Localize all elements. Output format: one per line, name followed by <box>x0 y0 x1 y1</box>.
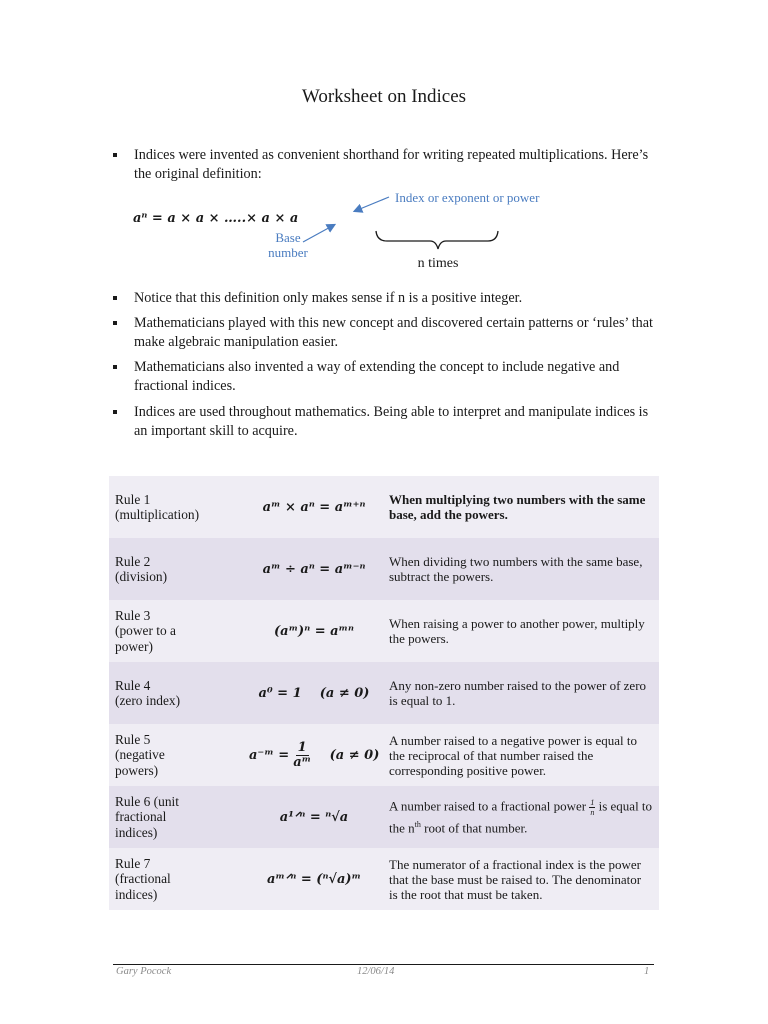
rule-name: Rule 1 (multiplication) <box>109 476 243 538</box>
formula-condition: (a ≠ 0) <box>329 747 380 763</box>
table-row <box>109 786 659 848</box>
bullet-rules: Mathematicians played with this new concept and discovered certain patterns or ‘rules’ that make algebraic manipulation easier. <box>134 315 653 350</box>
footer-page-number: 1 <box>644 966 650 977</box>
description-text: is equal to the n <box>389 798 653 836</box>
rule-formula: aᵐ × aⁿ = aᵐ⁺ⁿ <box>243 476 385 538</box>
table-row <box>109 538 659 600</box>
description-text: root of that number. <box>420 820 528 836</box>
table-row <box>109 600 659 662</box>
rule-name: Rule 6 (unit fractional indices) <box>109 786 243 848</box>
formula-fraction <box>291 741 313 770</box>
rule-formula: (aᵐ)ⁿ = aᵐⁿ <box>243 600 385 662</box>
superscript: th <box>414 820 421 830</box>
rule-description <box>385 786 659 848</box>
rule-description: The numerator of a fractional index is the power that the base must be raised to. The denominator is the root that must be taken. <box>385 848 659 910</box>
footer-author: Gary Pocock <box>116 966 172 977</box>
definition-annotations <box>0 0 768 300</box>
n-times-label: n times <box>417 256 459 271</box>
rule-name: Rule 4 (zero index) <box>109 662 243 724</box>
rule-formula <box>243 724 385 786</box>
table-row <box>109 662 659 724</box>
table-row <box>109 476 659 538</box>
table-row <box>109 724 659 786</box>
rule-formula: a¹ᐟⁿ = ⁿ√a <box>243 786 385 848</box>
bullet-extending: Mathematicians also invented a way of extending the concept to include negative and fractional indices. <box>134 358 654 396</box>
definition-formula: aⁿ = a × a × …..× a × a <box>133 211 299 226</box>
rule-name: Rule 5 (negative powers) <box>109 724 243 786</box>
rule-formula: aᵐᐟⁿ = (ⁿ√a)ᵐ <box>243 848 385 910</box>
rule-description: When multiplying two numbers with the same base, add the powers. <box>385 476 659 538</box>
rule-name: Rule 7 (fractional indices) <box>109 848 243 910</box>
fraction-numerator: 1 <box>590 798 595 808</box>
description-text: A number raised to a fractional power <box>389 798 587 814</box>
rule-formula: aᵐ ÷ aⁿ = aᵐ⁻ⁿ <box>243 538 385 600</box>
fraction-denominator: n <box>590 808 595 818</box>
bullet-importance: Indices are used throughout mathematics. Being able to interpret and manipulate indices is an important skill to acquire. <box>134 403 654 441</box>
table-row <box>109 848 659 910</box>
base-label-line1: Base <box>275 230 301 245</box>
bullet-positive-integer: Notice that this definition only makes sense if n is a positive integer. <box>134 289 654 308</box>
exponent-label: Index or exponent or power <box>395 190 540 205</box>
page-title: Worksheet on Indices <box>301 86 467 107</box>
fraction-denominator: aᵐ <box>293 754 312 770</box>
rule-name: Rule 2 (division) <box>109 538 243 600</box>
rule-description: When raising a power to another power, multiply the powers. <box>385 600 659 662</box>
bullet-definition-intro: Indices were invented as convenient shorthand for writing repeated multiplications. Here’s the original definition: <box>134 146 654 184</box>
exponent-arrow <box>355 197 389 211</box>
formula-lhs: a⁻ᵐ = <box>249 747 290 763</box>
rule-description: Any non-zero number raised to the power of zero is equal to 1. <box>385 662 659 724</box>
footer-date: 12/06/14 <box>357 966 395 977</box>
footer-divider <box>113 964 654 965</box>
inline-fraction <box>589 798 595 817</box>
base-label-line2: number <box>268 245 308 260</box>
fraction-numerator: 1 <box>297 739 307 755</box>
rule-description: When dividing two numbers with the same base, subtract the powers. <box>385 538 659 600</box>
rule-description: A number raised to a negative power is equal to the reciprocal of that number raised the corresponding positive power. <box>385 724 659 786</box>
n-times-brace <box>376 231 498 249</box>
rule-formula: a⁰ = 1 (a ≠ 0) <box>243 662 385 724</box>
rule-name: Rule 3 (power to a power) <box>109 600 243 662</box>
rules-table <box>109 476 659 910</box>
